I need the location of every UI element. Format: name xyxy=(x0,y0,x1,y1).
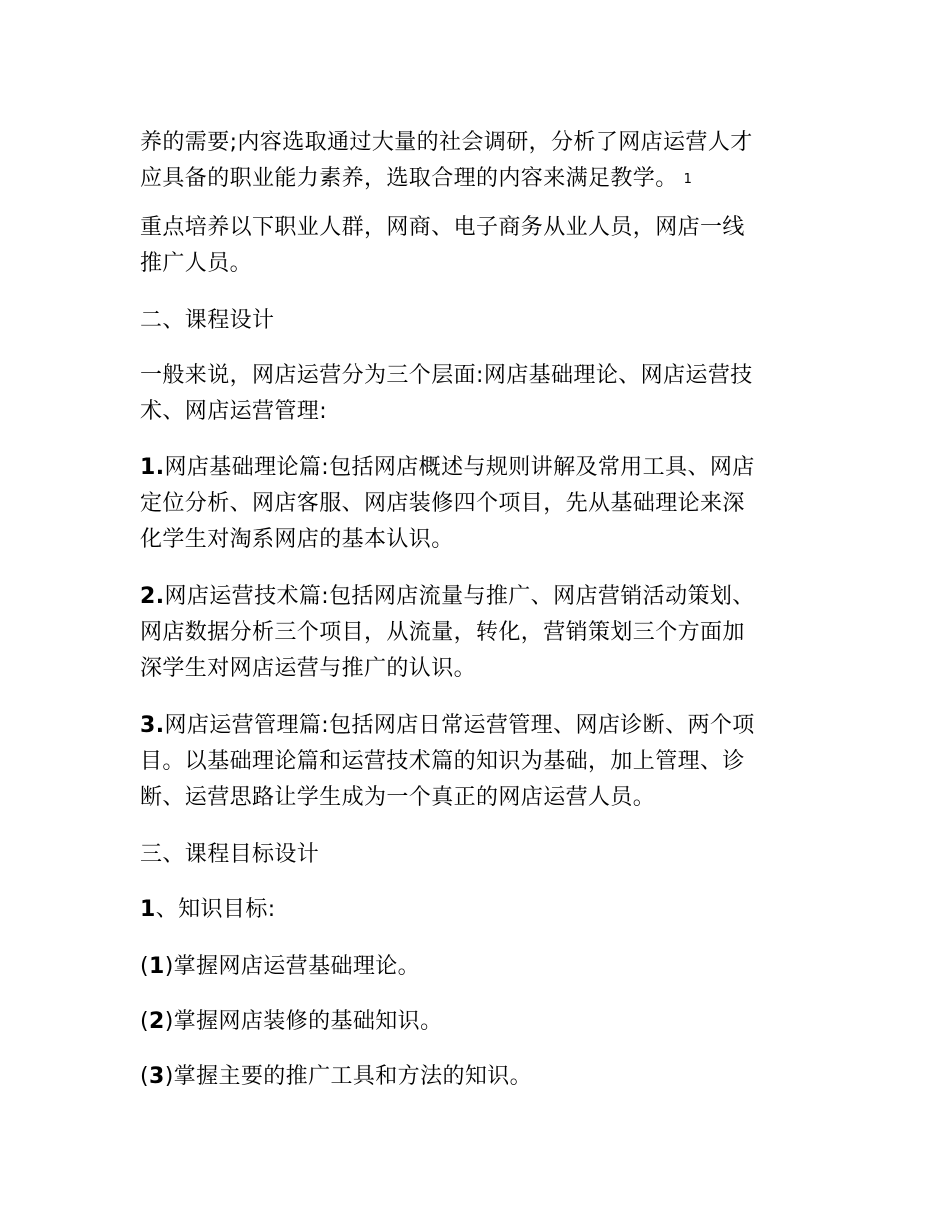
line-text: 一般来说，网店运营分为三个层面:网店基础理论、网店运营技 xyxy=(140,363,753,388)
text-line xyxy=(140,246,820,282)
line-text: )掌握网店运营基础理论。 xyxy=(164,954,421,979)
text-line xyxy=(140,1004,820,1040)
text-line xyxy=(140,358,820,394)
line-text: 目。以基础理论篇和运营技术篇的知识为基础，加上管理、诊 xyxy=(140,749,745,774)
text-line xyxy=(140,394,820,430)
text-line xyxy=(140,744,820,780)
objective-item-3 xyxy=(140,1059,820,1095)
line-text: )掌握网店装修的基础知识。 xyxy=(164,1009,443,1034)
line-text: 断、运营思路让学生成为一个真正的网店运营人员。 xyxy=(140,785,656,810)
line-text: 网店运营技术篇:包括网店流量与推广、网店营销活动策划、 xyxy=(164,584,755,609)
text-line xyxy=(140,949,820,985)
line-text: 应具备的职业能力素养，选取合理的内容来满足教学。 xyxy=(140,166,678,191)
paragraph-operation-technology xyxy=(140,579,820,687)
line-text: 定位分析、网店客服、网店装修四个项目，先从基础理论来深 xyxy=(140,491,745,516)
paragraph-operation-management xyxy=(140,708,820,816)
list-number: 3. xyxy=(140,713,165,738)
paragraph-course-content-selection xyxy=(140,125,820,198)
line-text: 三、课程目标设计 xyxy=(140,842,320,867)
text-line xyxy=(140,837,820,873)
line-text: 化学生对淘系网店的基本认识。 xyxy=(140,527,454,552)
list-number: 3 xyxy=(148,1064,165,1089)
line-text: 深学生对网店运营与推广的认识。 xyxy=(140,656,477,681)
line-text: 网店基础理论篇:包括网店概述与规则讲解及常用工具、网店 xyxy=(164,455,755,480)
text-line xyxy=(140,708,820,744)
text-line xyxy=(140,615,820,651)
text-line xyxy=(140,486,820,522)
objective-item-2 xyxy=(140,1004,820,1040)
list-bracket: ( xyxy=(140,1064,149,1089)
list-number: 2. xyxy=(140,584,165,609)
line-text: 、知识目标: xyxy=(155,897,276,922)
text-line xyxy=(140,450,820,486)
text-line xyxy=(140,161,820,198)
list-number: 1 xyxy=(148,954,165,979)
list-number: 1. xyxy=(140,455,165,480)
paragraph-basic-theory xyxy=(140,450,820,558)
paragraph-three-levels xyxy=(140,358,820,430)
footnote-marker: 1 xyxy=(683,172,693,187)
objective-item-1 xyxy=(140,949,820,985)
line-text: 推广人员。 xyxy=(140,251,253,276)
section-heading-course-design xyxy=(140,303,820,339)
line-text: )掌握主要的推广工具和方法的知识。 xyxy=(164,1064,533,1089)
list-number: 1 xyxy=(140,897,156,922)
text-line xyxy=(140,579,820,615)
line-text: 网店数据分析三个项目，从流量，转化，营销策划三个方面加 xyxy=(140,620,745,645)
subheading-knowledge-objectives xyxy=(140,892,820,928)
text-line xyxy=(140,303,820,339)
line-text: 术、网店运营管理: xyxy=(140,399,328,424)
line-text: 重点培养以下职业人群，网商、电子商务从业人员，网店一线 xyxy=(140,215,745,240)
text-line xyxy=(140,780,820,816)
line-text: 二、课程设计 xyxy=(140,308,275,333)
list-bracket: ( xyxy=(140,1009,149,1034)
list-number: 2 xyxy=(148,1009,165,1034)
text-line xyxy=(140,1059,820,1095)
list-bracket: ( xyxy=(140,954,149,979)
text-line xyxy=(140,522,820,558)
text-line xyxy=(140,651,820,687)
section-heading-course-objectives xyxy=(140,837,820,873)
paragraph-target-audience xyxy=(140,210,820,282)
text-line xyxy=(140,125,820,161)
line-text: 网店运营管理篇:包括网店日常运营管理、网店诊断、两个项 xyxy=(164,713,755,738)
text-line xyxy=(140,892,820,928)
line-text: 养的需要;内容选取通过大量的社会调研，分析了网店运营人才 xyxy=(140,130,753,155)
text-line xyxy=(140,210,820,246)
